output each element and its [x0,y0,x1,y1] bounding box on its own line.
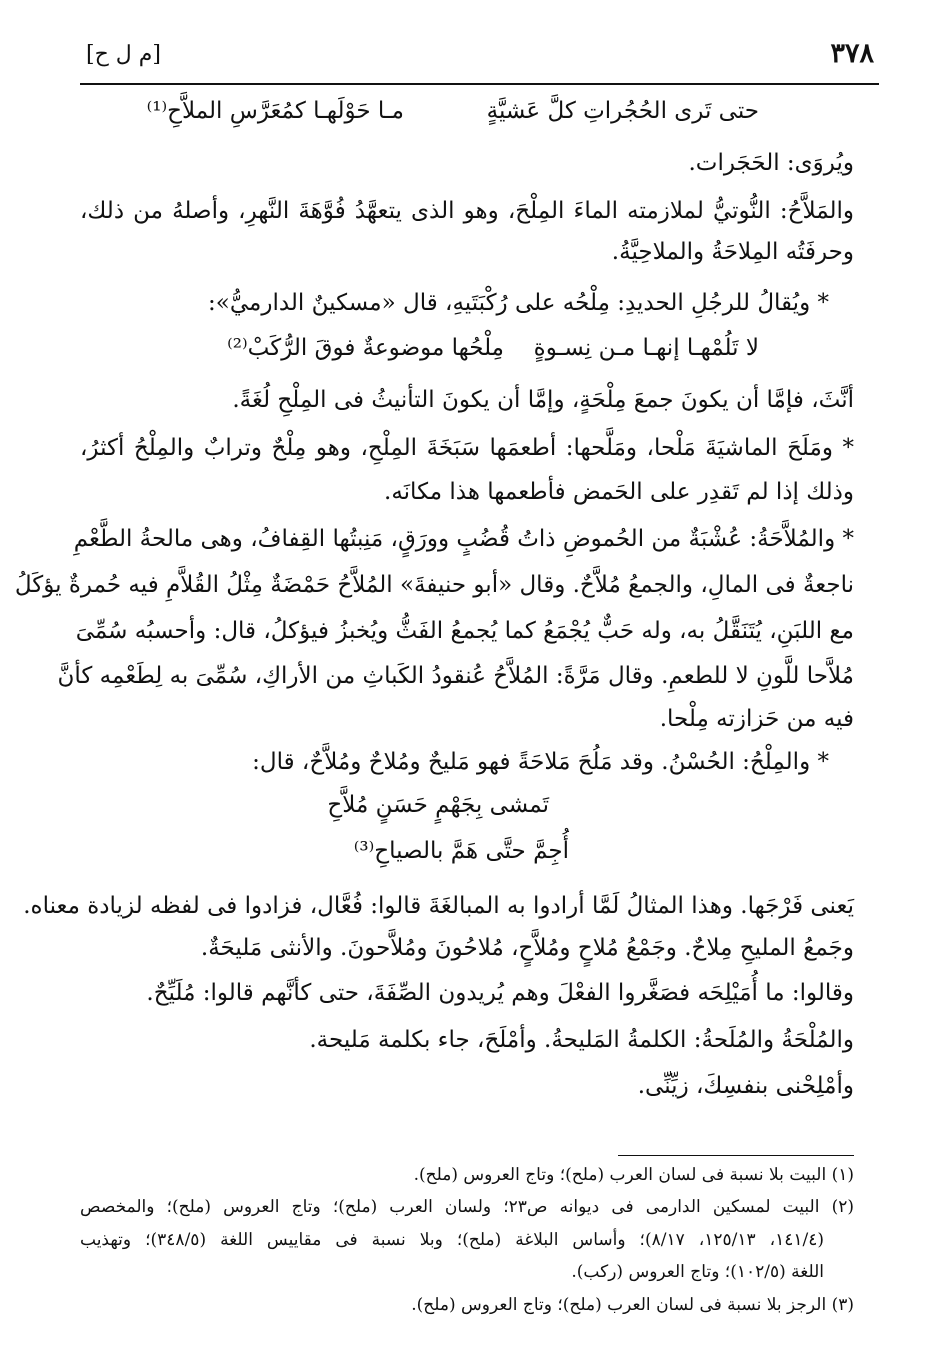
root-tag: [م ل ح] [86,42,161,67]
text-line-16: وقالوا: ما أُمَيْلِحَه فصَغَّروا الفعْلَ وهم يُريدون الصِّفَةَ، حتى كأنَّهم قالوا: مُلَيِّحٌ. [146,980,854,1006]
verse-2-hemistich-1: لا تَلُمْهـا إنهـا مـن نِسـوةٍ [533,335,759,361]
text-line-1: ويُروَى: الحَجَرات. [688,150,854,176]
text-line-11: مُلاَّحا للَّونِ لا للطعمِ. وقال مَرَّةً: المُلاَّحُ عُنقودُ الكَباثِ من الأراكِ، سُمِّىَ به لِطَعْمِه كأنَّ [57,663,854,689]
text-line-15: وجَمعُ المليحِ مِلاحٌ. وجَمْعُ مُلاحٍ ومُلاَّحٍ، مُلاحُونَ ومُلاَّحونَ. والأنثى مَليحَةٌ. [200,935,854,961]
text-line-7: وذلك إذا لم تَقدِر على الحَمض فأطعمها هذا مكانَه. [384,479,854,505]
text-line-18: وأمْلِحْنى بنفسِكَ، زيِّنِّى. [637,1073,854,1099]
text-line-12: فيه من حَزازته مِلْحا. [659,706,854,732]
footnote-1: (١) البيت بلا نسبة فى لسان العرب (ملح)؛ وتاج العروس (ملح). [413,1165,854,1185]
text-line-10: مع اللبَنِ، يُتَنَقَّلُ به، وله حَبٌّ يُجْمَعُ كما يُجمعُ الفَثُّ ويُخبزُ فيؤكلُ، قال: وأحسبُه سُمِّىَ [75,618,854,644]
text-line-5: أنَّثَ، فإمَّا أن يكونَ جمعَ مِلْحَةٍ، وإمَّا أن يكونَ التأنيثُ فى المِلْحِ لُغَةً. [232,387,854,413]
verse-3-line-1: تَمشى بِجَهْمٍ حَسَنٍ مُلاَّحِ [327,792,549,818]
verse-1-hemistich-1: حتى تَرى الحُجُراتِ كلَّ عَشيَّةٍ [486,98,759,124]
text-line-13: * والمِلْحُ: الحُسْنُ. وقد مَلُحَ مَلاحَةً فهو مَليحٌ ومُلاحٌ ومُلاَّحٌ، قال: [252,749,829,775]
footnote-2-line-1: (٢) البيت لمسكين الدارمى فى ديوانه ص٢٣؛ ولسان العرب (ملح)؛ وتاج العروس (ملح)؛ والمخصص [80,1197,854,1217]
text-line-14: يَعنى فَرْجَها. وهذا المثالُ لَمَّا أرادوا به المبالغَةَ قالوا: فُعَّال، فزادوا فى لفظه لزيادة معناه. [23,893,854,919]
text-line-9: ناجعةٌ فى المالِ، والجمعُ مُلاَّحٌ. وقال «أبو حنيفةَ» المُلاَّحُ حَمْضَةٌ مِثْلُ القُلاَّمِ فيه حُمرةٌ يؤكَلُ [14,572,854,598]
page-number: ٣٧٨ [830,38,874,69]
footnote-3: (٣) الرجز بلا نسبة فى لسان العرب (ملح)؛ وتاج العروس (ملح). [411,1295,854,1315]
verse-2-hemistich-2: مِلْحُها موضوعةٌ فوقَ الرُّكَبْ⁽²⁾ [227,335,504,361]
text-line-4: * ويُقالُ للرجُلِ الحديدِ: مِلْحُه على رُكْبَتَيهِ، قال «مسكينٌ الدارميُّ»: [208,290,829,316]
text-line-17: والمُلْحَةُ والمُلَحةُ: الكلمةُ المَليحةُ. وأمْلَحَ، جاء بكلمة مَليحة. [309,1027,854,1053]
footnote-2-line-3: اللغة (١٠٢/٥)؛ وتاج العروس (ركب). [571,1262,824,1282]
verse-1-hemistich-2: مـا حَوْلَهـا كمُعَرَّسِ الملاَّحِ⁽¹⁾ [146,98,404,124]
verse-3-line-2: أُجِمَّ حتَّى هَمَّ بالصياحِ⁽³⁾ [353,838,569,864]
footnote-rule [618,1155,854,1156]
text-line-8: * والمُلاَّحَةُ: عُشْبَةٌ من الحُموضِ ذاتُ قُضُبٍ وورَقٍ، مَنِبتُها القِفافُ، وهى مالحةُ الطَّعْمِ [73,526,854,552]
text-line-3: وحرفَتُه المِلاحَةُ والملاحِيَّةُ. [611,239,854,265]
text-line-2: والمَلاَّحُ: النُّوتيُّ لملازمته الماءَ المِلْحَ، وهو الذى يتعهَّدُ فُوَّهَةَ النَّهرِ، وأصلهُ من ذلك، [80,198,854,224]
footnote-2-line-2: (١٤١/٤، ١٢٥/١٣، ٨/١٧)؛ وأساس البلاغة (ملح)؛ وبلا نسبة فى مقاييس اللغة (٣٤٨/٥)؛ وتهذيب [80,1230,825,1250]
text-line-6: * ومَلَحَ الماشيَةَ مَلْحا، ومَلَّحها: أطعمَها سَبَخَةَ المِلْحِ، وهو مِلْحٌ وترابٌ والمِلْحُ أكثرُ، [80,435,854,461]
header-rule [80,83,879,85]
